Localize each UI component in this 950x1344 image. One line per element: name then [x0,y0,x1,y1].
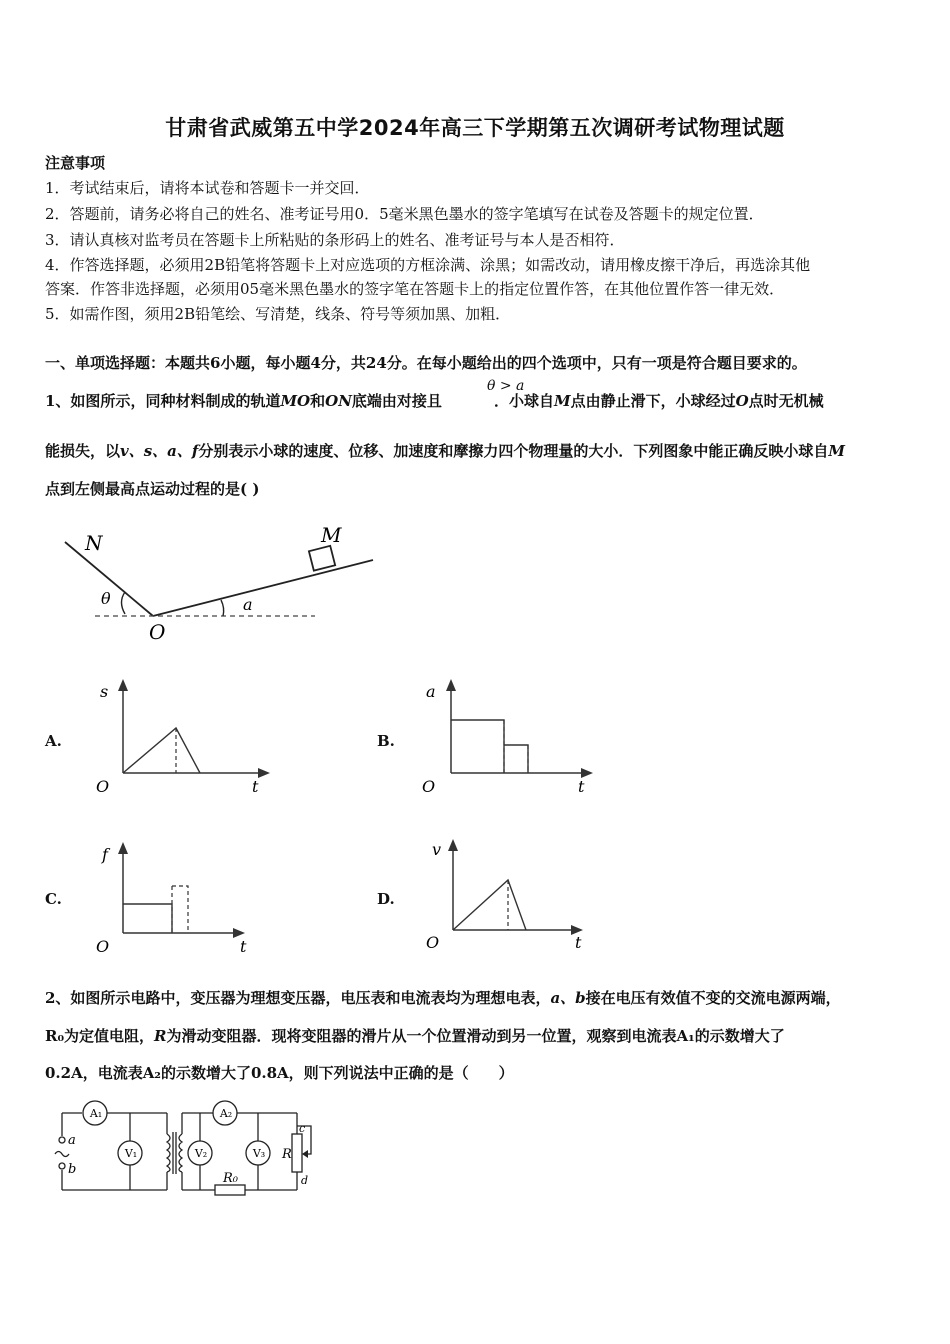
section-heading: 一、单项选择题：本题共6小题，每小题4分，共24分。在每小题给出的四个选项中，只有一项是符合题目要求的。 [45,354,807,372]
axis-y-label: f [102,845,108,864]
ammeter-a2-label: A₂ [219,1107,233,1120]
q1-track-figure [55,520,385,645]
q2-line3: 0.2A，电流表A₂的示数增大了0.8A，则下列说法中正确的是（ ） [45,1064,514,1082]
notice-item: 答案．作答非选择题，必须用05毫米黑色墨水的签字笔在答题卡上的指定位置作答，在其他位置作答一律无效． [45,280,785,298]
notice-item: 4．作答选择题，必须用2B铅笔将答题卡上对应选项的方框涂满、涂黑；如需改动，请用橡皮擦干净后，再选涂其他 [45,256,811,274]
option-b-label: B. [377,732,395,750]
option-a-label: A. [45,732,62,750]
terminal-b-label: b [68,1162,77,1177]
q1-line1: 1、如图所示，同种材料制成的轨道MO和ON底端由对接且 ．小球自M点由静止滑下，小球经过O点时无机械 [45,392,824,410]
q1-line3: 点到左侧最高点运动过程的是( ) [45,480,260,498]
ammeter-a1-label: A₁ [89,1107,103,1120]
option-b-graph [418,675,608,800]
option-d-label: D. [377,890,395,908]
terminal-a-label: a [68,1133,76,1148]
resistor-r0-label: R₀ [223,1171,238,1186]
q1-condition: θ > a [487,378,525,394]
origin-label: O [96,937,110,956]
voltmeter-v3-label: V₃ [252,1147,266,1160]
q2-line1: 2、如图所示电路中，变压器为理想变压器，电压表和电流表均为理想电表，a、b接在电压有效值不变的交流电源两端， [45,989,841,1007]
q2-circuit [45,1098,335,1208]
slider-d-label: d [301,1174,309,1187]
q1-line2: 能损失，以v、s、a、f分别表示小球的速度、位移、加速度和摩擦力四个物理量的大小．下列图象中能正确反映小球自M [45,442,845,460]
axis-x-label: t [578,777,585,796]
axis-y-label: a [426,682,436,701]
voltmeter-v2-label: V₂ [194,1147,208,1160]
origin-label: O [426,933,440,952]
axis-x-label: t [240,937,247,956]
notice-item: 2．答题前，请务必将自己的姓名、准考证号用0．5毫米黑色墨水的签字笔填写在试卷及答题卡的规定位置． [45,205,764,223]
label-N: N [85,531,103,555]
axis-x-label: t [252,777,259,796]
axis-x-label: t [575,933,582,952]
option-a-graph [90,675,280,800]
voltmeter-v1-label: V₁ [124,1147,138,1160]
q2-line2: R₀为定值电阻，R为滑动变阻器．现将变阻器的滑片从一个位置滑动到另一位置，观察到电流表A₁的示数增大了 [45,1027,785,1045]
option-c-graph [90,838,260,956]
slider-c-label: c [299,1122,306,1135]
page-title: 甘肃省武威第五中学2024年高三下学期第五次调研考试物理试题 [165,116,785,140]
notice-item: 5．如需作图，须用2B铅笔绘、写清楚，线条、符号等须加黑、加粗． [45,305,511,323]
origin-label: O [96,777,110,796]
notice-item: 3．请认真核对监考员在答题卡上所粘贴的条形码上的姓名、准考证号与本人是否相符． [45,231,625,249]
label-alpha: a [243,595,253,614]
option-c-label: C. [45,890,62,908]
label-O: O [149,620,166,644]
axis-y-label: s [100,682,109,701]
label-M: M [321,523,342,547]
label-theta: θ [101,589,111,608]
option-d-graph [418,835,593,955]
axis-y-label: v [432,840,442,859]
notice-item: 1．考试结束后，请将本试卷和答题卡一并交回． [45,179,370,197]
rheostat-r-label: R [282,1147,292,1162]
origin-label: O [422,777,436,796]
notice-heading: 注意事项 [45,154,106,172]
